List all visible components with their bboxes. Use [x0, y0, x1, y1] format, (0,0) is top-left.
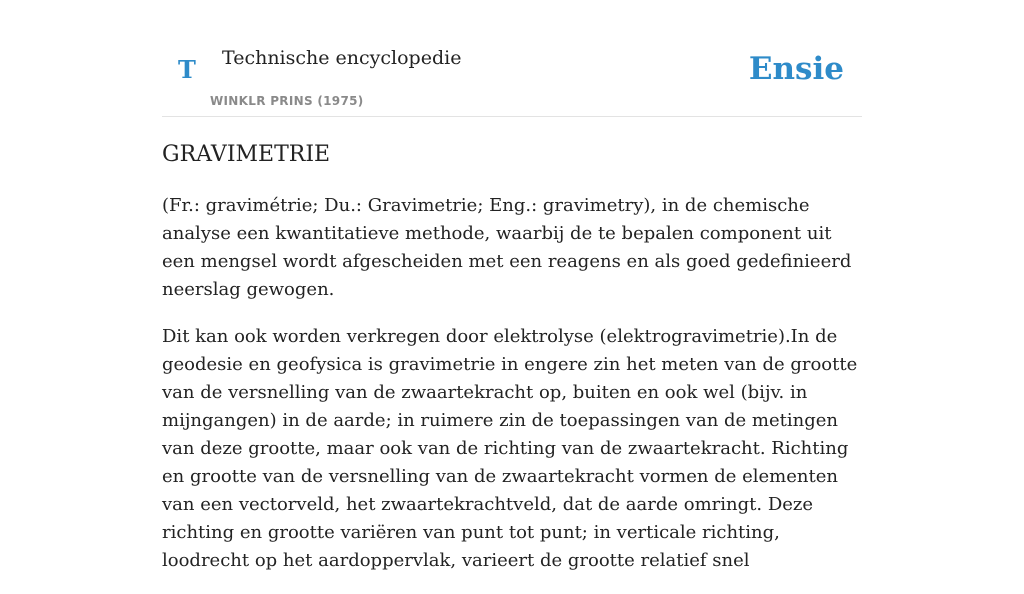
book-source-label: WINKLR PRINS (1975)	[210, 94, 364, 108]
book-logo-icon[interactable]: T	[178, 55, 196, 84]
article-paragraph-1: (Fr.: gravimétrie; Du.: Gravimetrie; Eng.: gravimetry), in de chemische analyse een kwantitatieve methode, waarbij de te bepalen component uit een mengsel wordt afgescheiden met een reagens en als goed gedefinieerd neerslag gewogen.	[162, 195, 852, 300]
book-title-link[interactable]: Technische encyclopedie	[222, 47, 462, 69]
ensie-logo-link[interactable]: Ensie	[748, 51, 844, 87]
book-header	[162, 0, 862, 117]
article-title: GRAVIMETRIE	[162, 142, 331, 167]
article-paragraph-2: Dit kan ook worden verkregen door elektrolyse (elektrogravimetrie).In de geodesie en geofysica is gravimetrie in engere zin het meten van de grootte van de versnelling van de zwaartekracht op, buiten en ook wel (bijv. in mijngangen) in de aarde; in ruimere zin de toepassingen van de metingen van deze grootte, maar ook van de richting van de zwaartekracht. Richting en grootte van de versnelling van de zwaartekracht vormen de elementen van een vectorveld, het zwaartekrachtveld, dat de aarde omringt. Deze richting en grootte variëren van punt tot punt; in verticale richting, loodrecht op het aardoppervlak, varieert de grootte relatief snel	[162, 326, 858, 571]
article-body	[162, 192, 868, 594]
